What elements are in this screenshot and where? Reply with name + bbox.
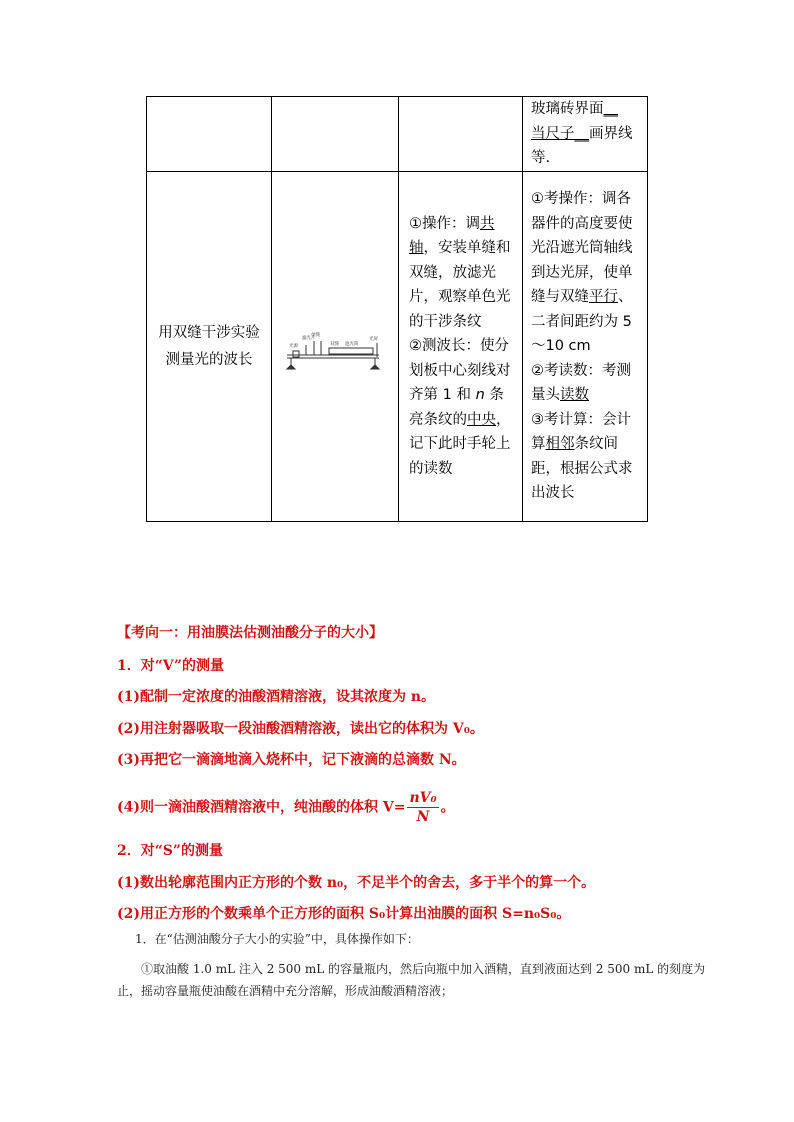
diagram-label: 光源 [289, 343, 298, 349]
v-step: (2)用注射器吸取一段油酸酒精溶液，读出它的体积为 V₀。 [117, 721, 484, 737]
section-title: 【考向一：用油膜法估测油酸分子的大小】 [117, 625, 383, 641]
exam-points-cell [523, 172, 648, 522]
procedure-text: ①操作：调共轴，安装单缝和双缝，放滤光片，观察单色光的干涉条纹 ②测波长：使分划板中心刻线对齐第 1 和 n 条亮条纹的中央，记下此时手轮上的读数 [409, 215, 511, 477]
row1-col4-text: 玻璃砖界面__ 当尺子__画界线等. [531, 101, 633, 167]
table-row [147, 172, 648, 522]
light-source-mark [293, 351, 299, 357]
tube-mark [329, 348, 373, 354]
diagram-cell [272, 172, 399, 522]
experiment-name: 用双缝干涉实验测量光的波长 [158, 324, 260, 368]
exam-points-text: ①考操作：调各器件的高度要使光沿遮光筒轴线到达光屏，使单缝与双缝平行、二者间距约为 5～10 cm ②考读数：考测量头读数 ③考计算：会计算相邻条纹间距，根据公式求出波长 [531, 191, 633, 502]
experiment-name-cell [147, 172, 272, 522]
diagram-label: 光屏 [369, 336, 378, 342]
procedure-cell [399, 172, 523, 522]
s-heading: 2．对“S”的测量 [117, 843, 223, 859]
table-cell [272, 97, 399, 172]
diagram-label: 单缝 [311, 332, 320, 338]
diagram-label: 滤光片 [302, 335, 316, 341]
volume-fraction: $\frac{\text{nV₀}}{N}$ [409, 790, 437, 825]
diagram-label: 双缝 [330, 341, 339, 347]
s-step: (1)数出轮廓范围内正方形的个数 n₀，不足半个的舍去，多于半个的算一个。 [117, 875, 596, 891]
table-cell [523, 97, 648, 172]
double-slit-apparatus-diagram [273, 307, 397, 387]
v-step: (1)配制一定浓度的油酸酒精溶液，设其浓度为 n。 [117, 689, 436, 705]
experiment-table [146, 96, 648, 522]
diagram-label: 遮光筒 [345, 341, 359, 347]
s-step: (2)用正方形的个数乘单个正方形的面积 S₀计算出油膜的面积 S=n₀S₀。 [117, 906, 571, 922]
table-cell [147, 97, 272, 172]
v-heading: 1．对“V”的测量 [117, 658, 224, 674]
table-row [147, 97, 648, 172]
v-step: (3)再把它一滴滴地滴入烧杯中，记下液滴的总滴数 N。 [117, 752, 466, 768]
table-cell [399, 97, 523, 172]
v-formula-line: (4)则一滴油酸酒精溶液中，纯油酸的体积 V= $\frac{\text{nV₀}}{N}$ 。 [117, 790, 455, 825]
question-intro: 1．在“估测油酸分子大小的实验”中，具体操作如下： [135, 932, 419, 946]
question-step: ①取油酸 1.0 mL 注入 2 500 mL 的容量瓶内，然后向瓶中加入酒精，直到液面达到 2 500 mL 的刻度为止，摇动容量瓶使油酸在酒精中充分溶解，形成油酸酒精溶液； [117, 962, 706, 998]
